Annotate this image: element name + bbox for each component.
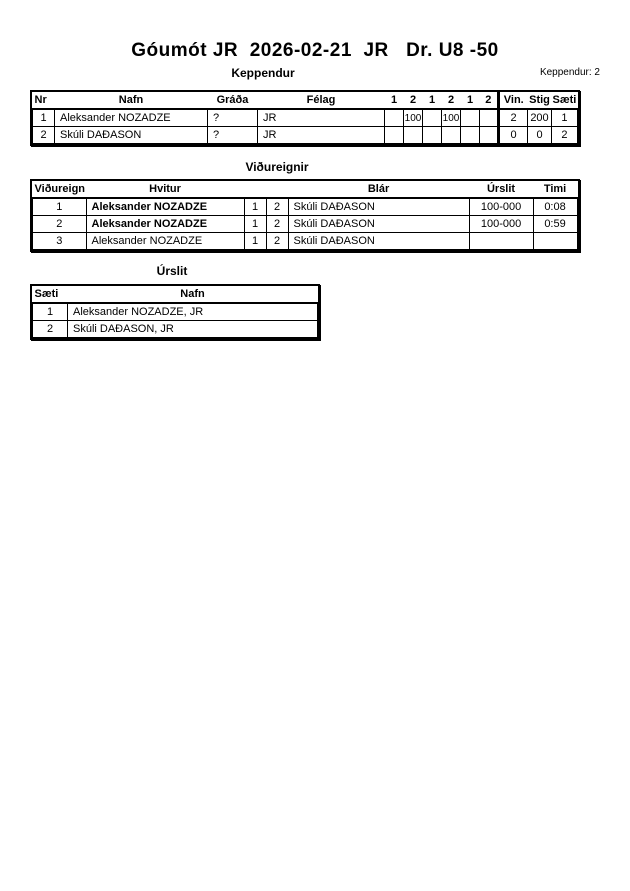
results-header-row — [33, 286, 318, 303]
competitors-header-row — [33, 92, 578, 109]
match-blue-nr: 2 — [266, 216, 288, 233]
result-name: Skúli DAÐASON, JR — [68, 321, 318, 338]
col-header-spacer-1 — [244, 181, 266, 198]
col-header-urslit: Úrslit — [469, 181, 533, 198]
col-header-spacer-2 — [266, 181, 288, 198]
result-row — [33, 303, 318, 321]
participants-count-label: Keppendur: 2 — [539, 67, 600, 78]
competitor-points: 200 — [528, 109, 552, 127]
col-header-score-6: 2 — [480, 92, 499, 109]
competitor-nr: 2 — [33, 127, 55, 144]
match-white-nr: 1 — [244, 216, 266, 233]
match-white-nr: 1 — [244, 233, 266, 250]
match-blue-name: Skúli DAÐASON — [288, 233, 469, 250]
competitor-wins: 0 — [499, 127, 528, 144]
score-cell — [404, 127, 423, 144]
competitor-grade: ? — [208, 109, 258, 127]
col-header-score-5: 1 — [461, 92, 480, 109]
score-cell — [461, 127, 480, 144]
match-result: 100-000 — [469, 216, 533, 233]
result-place: 1 — [33, 303, 68, 321]
match-white-name: Aleksander NOZADZE — [86, 198, 244, 216]
match-blue-nr: 2 — [266, 233, 288, 250]
competitor-club: JR — [258, 109, 385, 127]
result-place: 2 — [33, 321, 68, 338]
col-header-vidureign: Viðureign — [33, 181, 87, 198]
matches-table — [30, 179, 580, 252]
match-white-name: Aleksander NOZADZE — [86, 233, 244, 250]
match-row — [33, 233, 578, 250]
match-white-nr: 1 — [244, 198, 266, 216]
competitor-name: Skúli DAÐASON — [55, 127, 208, 144]
score-cell — [423, 127, 442, 144]
result-row — [33, 321, 318, 338]
match-nr: 3 — [33, 233, 87, 250]
score-cell — [442, 127, 461, 144]
competitor-wins: 2 — [499, 109, 528, 127]
score-cell: 100 — [404, 109, 423, 127]
col-header-score-2: 2 — [404, 92, 423, 109]
result-name: Aleksander NOZADZE, JR — [68, 303, 318, 321]
col-header-nr: Nr — [33, 92, 55, 109]
competitor-nr: 1 — [33, 109, 55, 127]
match-time: 0:08 — [533, 198, 577, 216]
match-result — [469, 233, 533, 250]
match-blue-nr: 2 — [266, 198, 288, 216]
matches-header-row — [33, 181, 578, 198]
competitor-club: JR — [258, 127, 385, 144]
col-header-saeti: Sæti — [33, 286, 68, 303]
competitor-points: 0 — [528, 127, 552, 144]
score-cell — [385, 127, 404, 144]
col-header-score-4: 2 — [442, 92, 461, 109]
col-header-vin: Vin. — [499, 92, 528, 109]
score-cell — [423, 109, 442, 127]
match-time — [533, 233, 577, 250]
competitor-row — [33, 109, 578, 127]
match-time: 0:59 — [533, 216, 577, 233]
matches-section-title: Viðureignir — [245, 160, 309, 174]
col-header-felag: Félag — [258, 92, 385, 109]
score-cell — [385, 109, 404, 127]
competitor-place: 1 — [552, 109, 578, 127]
match-nr: 1 — [33, 198, 87, 216]
col-header-nafn: Nafn — [68, 286, 318, 303]
competitors-section-title: Keppendur — [231, 66, 295, 80]
col-header-blar: Blár — [288, 181, 469, 198]
col-header-score-3: 1 — [423, 92, 442, 109]
match-nr: 2 — [33, 216, 87, 233]
col-header-saeti: Sæti — [552, 92, 578, 109]
match-row — [33, 216, 578, 233]
score-cell — [461, 109, 480, 127]
results-table — [30, 284, 320, 340]
col-header-stig: Stig — [528, 92, 552, 109]
score-cell — [480, 127, 499, 144]
match-blue-name: Skúli DAÐASON — [288, 198, 469, 216]
match-result: 100-000 — [469, 198, 533, 216]
page-title: Góumót JR 2026-02-21 JR Dr. U8 -50 — [131, 40, 499, 61]
competitor-row — [33, 127, 578, 144]
competitor-place: 2 — [552, 127, 578, 144]
match-blue-name: Skúli DAÐASON — [288, 216, 469, 233]
score-cell — [480, 109, 499, 127]
match-white-name: Aleksander NOZADZE — [86, 216, 244, 233]
col-header-hvitur: Hvitur — [86, 181, 244, 198]
col-header-timi: Timi — [533, 181, 577, 198]
col-header-grada: Gráða — [208, 92, 258, 109]
competitor-grade: ? — [208, 127, 258, 144]
score-cell: 100 — [442, 109, 461, 127]
col-header-nafn: Nafn — [55, 92, 208, 109]
competitors-table — [30, 90, 580, 146]
results-section-title: Úrslit — [156, 264, 188, 278]
competitor-name: Aleksander NOZADZE — [55, 109, 208, 127]
col-header-score-1: 1 — [385, 92, 404, 109]
match-row — [33, 198, 578, 216]
